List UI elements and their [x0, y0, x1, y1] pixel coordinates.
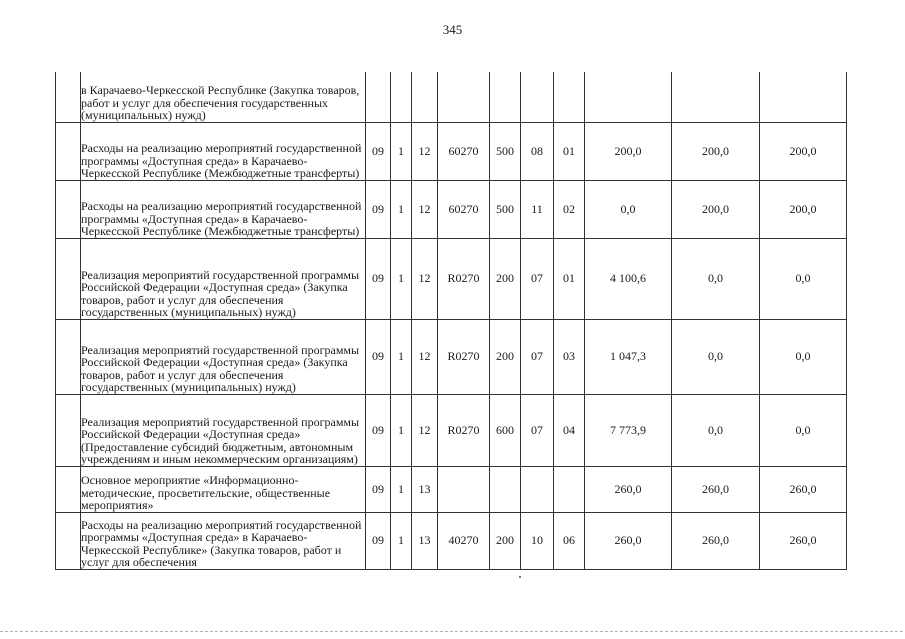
program-code-cell: 09 [366, 512, 391, 569]
amount-year3-cell: 200,0 [760, 180, 847, 238]
expense-name-cell: Расходы на реализацию мероприятий государственной программы «Доступная среда» в Карачаево-Черкесской Республике (Межбюджетные трансферты) [81, 122, 366, 180]
program-code-cell: 09 [366, 319, 391, 394]
expense-name-cell: Реализация мероприятий государственной программы Российской Федерации «Доступная среда» (Закупка товаров, работ и услуг для обеспечения государственных (муниципальных) нужд) [81, 319, 366, 394]
amount-year1-cell: 0,0 [585, 180, 672, 238]
table-row [56, 122, 847, 180]
table-row [56, 512, 847, 569]
program-code-cell: 09 [366, 238, 391, 319]
program-code-cell: 09 [366, 180, 391, 238]
program-code-cell: 09 [366, 466, 391, 512]
amount-year2-cell: 0,0 [672, 238, 760, 319]
main-event-code-cell: 12 [412, 180, 438, 238]
amount-year3-cell: 200,0 [760, 122, 847, 180]
expense-type-cell [490, 466, 521, 512]
amount-year1-cell: 4 100,6 [585, 238, 672, 319]
row-number-cell [56, 319, 81, 394]
expense-name-cell: Расходы на реализацию мероприятий государственной программы «Доступная среда» в Карачаево-Черкесской Республике» (Закупка товаров, работ и услуг для обеспечения [81, 512, 366, 569]
subprogram-code-cell [391, 72, 412, 122]
expense-name-cell: Расходы на реализацию мероприятий государственной программы «Доступная среда» в Карачаево-Черкесской Республике (Межбюджетные трансферты) [81, 180, 366, 238]
direction-code-cell [438, 72, 490, 122]
amount-year3-cell [760, 72, 847, 122]
main-event-code-cell: 13 [412, 466, 438, 512]
subsection-code-cell: 06 [554, 512, 585, 569]
subsection-code-cell: 01 [554, 122, 585, 180]
subsection-code-cell: 02 [554, 180, 585, 238]
subsection-code-cell: 03 [554, 319, 585, 394]
direction-code-cell: 60270 [438, 122, 490, 180]
subsection-code-cell [554, 72, 585, 122]
main-event-code-cell: 13 [412, 512, 438, 569]
scan-artifact-line [0, 631, 905, 632]
subprogram-code-cell: 1 [391, 466, 412, 512]
amount-year1-cell: 260,0 [585, 512, 672, 569]
subprogram-code-cell: 1 [391, 512, 412, 569]
amount-year2-cell: 0,0 [672, 319, 760, 394]
row-number-cell [56, 122, 81, 180]
amount-year1-cell [585, 72, 672, 122]
table-row [56, 394, 847, 466]
amount-year1-cell: 7 773,9 [585, 394, 672, 466]
subsection-code-cell: 01 [554, 238, 585, 319]
subprogram-code-cell: 1 [391, 122, 412, 180]
expense-type-cell: 600 [490, 394, 521, 466]
table-row [56, 319, 847, 394]
section-code-cell: 07 [521, 238, 554, 319]
amount-year3-cell: 0,0 [760, 394, 847, 466]
main-event-code-cell: 12 [412, 238, 438, 319]
main-event-code-cell: 12 [412, 122, 438, 180]
scan-artifact-dot [519, 576, 521, 578]
table-row [56, 466, 847, 512]
amount-year1-cell: 1 047,3 [585, 319, 672, 394]
amount-year2-cell: 260,0 [672, 466, 760, 512]
direction-code-cell: R0270 [438, 319, 490, 394]
expense-type-cell: 500 [490, 122, 521, 180]
direction-code-cell: 60270 [438, 180, 490, 238]
expense-type-cell: 500 [490, 180, 521, 238]
amount-year2-cell: 0,0 [672, 394, 760, 466]
row-number-cell [56, 238, 81, 319]
row-number-cell [56, 180, 81, 238]
amount-year3-cell: 0,0 [760, 238, 847, 319]
section-code-cell [521, 466, 554, 512]
direction-code-cell: R0270 [438, 394, 490, 466]
row-number-cell [56, 512, 81, 569]
section-code-cell: 11 [521, 180, 554, 238]
section-code-cell: 07 [521, 319, 554, 394]
section-code-cell [521, 72, 554, 122]
subsection-code-cell [554, 466, 585, 512]
expense-type-cell: 200 [490, 238, 521, 319]
main-event-code-cell [412, 72, 438, 122]
row-number-cell [56, 394, 81, 466]
subprogram-code-cell: 1 [391, 394, 412, 466]
main-event-code-cell: 12 [412, 394, 438, 466]
subprogram-code-cell: 1 [391, 319, 412, 394]
direction-code-cell: R0270 [438, 238, 490, 319]
amount-year2-cell [672, 72, 760, 122]
amount-year2-cell: 200,0 [672, 122, 760, 180]
main-event-code-cell: 12 [412, 319, 438, 394]
amount-year1-cell: 200,0 [585, 122, 672, 180]
expense-type-cell: 200 [490, 512, 521, 569]
row-number-cell [56, 72, 81, 122]
subsection-code-cell: 04 [554, 394, 585, 466]
amount-year3-cell: 260,0 [760, 512, 847, 569]
direction-code-cell [438, 466, 490, 512]
section-code-cell: 07 [521, 394, 554, 466]
direction-code-cell: 40270 [438, 512, 490, 569]
table-row [56, 238, 847, 319]
amount-year2-cell: 200,0 [672, 180, 760, 238]
section-code-cell: 10 [521, 512, 554, 569]
amount-year1-cell: 260,0 [585, 466, 672, 512]
table-row [56, 180, 847, 238]
subprogram-code-cell: 1 [391, 238, 412, 319]
program-code-cell: 09 [366, 394, 391, 466]
expense-name-cell: Реализация мероприятий государственной программы Российской Федерации «Доступная среда» (Предоставление субсидий бюджетным, автономным учреждениям и иным некоммерческим организациям) [81, 394, 366, 466]
expense-type-cell [490, 72, 521, 122]
expense-name-cell: в Карачаево-Черкесской Республике (Закупка товаров, работ и услуг для обеспечения государственных (муниципальных) нужд) [81, 72, 366, 122]
expense-name-cell: Основное мероприятие «Информационно-методические, просветительские, общественные мероприятия» [81, 466, 366, 512]
table-row [56, 72, 847, 122]
expense-type-cell: 200 [490, 319, 521, 394]
subprogram-code-cell: 1 [391, 180, 412, 238]
row-number-cell [56, 466, 81, 512]
section-code-cell: 08 [521, 122, 554, 180]
amount-year3-cell: 0,0 [760, 319, 847, 394]
amount-year3-cell: 260,0 [760, 466, 847, 512]
budget-table [55, 72, 847, 570]
amount-year2-cell: 260,0 [672, 512, 760, 569]
program-code-cell: 09 [366, 122, 391, 180]
page-number: 345 [442, 22, 463, 37]
program-code-cell [366, 72, 391, 122]
expense-name-cell: Реализация мероприятий государственной программы Российской Федерации «Доступная среда» (Закупка товаров, работ и услуг для обеспечения государственных (муниципальных) нужд) [81, 238, 366, 319]
